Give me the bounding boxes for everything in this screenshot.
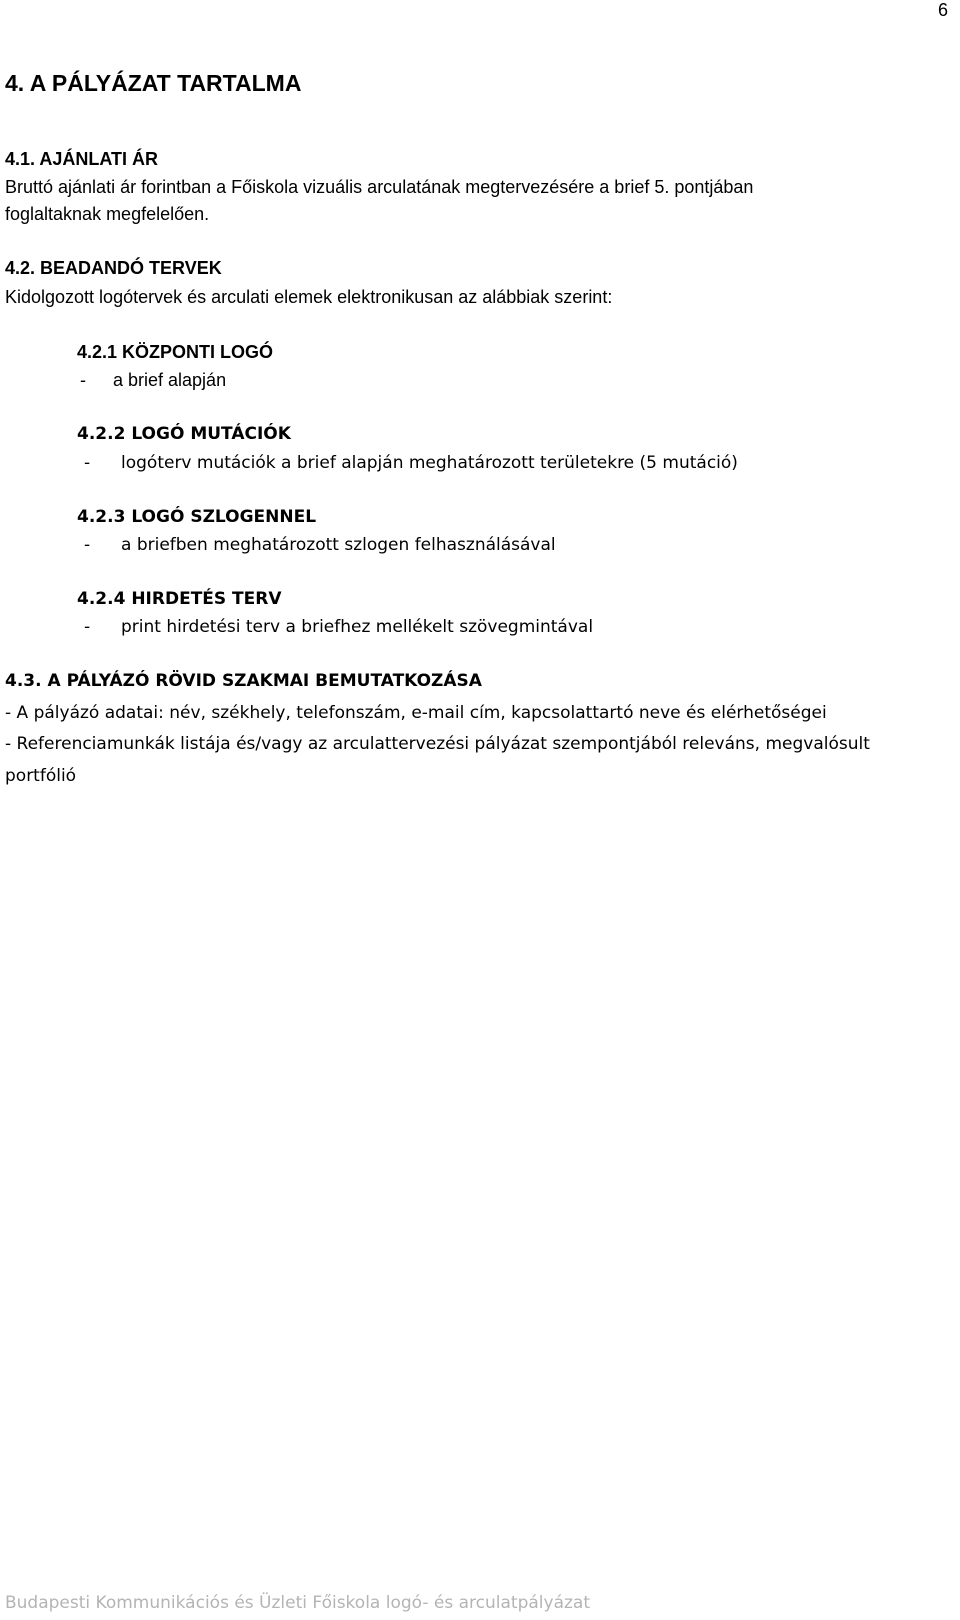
subsection-4-2-3-heading: 4.2.3 LOGÓ SZLOGENNEL (77, 507, 317, 527)
section-4-3-heading: 4.3. A PÁLYÁZÓ RÖVID SZAKMAI BEMUTATKOZÁSA (5, 671, 482, 691)
list-item-dash: - (80, 370, 86, 390)
page-number: 6 (938, 0, 949, 20)
section-4-1-heading: 4.1. AJÁNLATI ÁR (5, 149, 159, 169)
list-item-text: logóterv mutációk a brief alapján meghatározott területekre (5 mutáció) (121, 453, 738, 473)
footer-text: Budapesti Kommunikációs és Üzleti Főiskola logó- és arculatpályázat (5, 1593, 590, 1613)
section-4-1-text-line1: Bruttó ajánlati ár forintban a Főiskola vizuális arculatának megtervezésére a brief 5. pontjában (5, 177, 754, 197)
subsection-4-2-2-heading: 4.2.2 LOGÓ MUTÁCIÓK (77, 424, 291, 444)
list-item-text: print hirdetési terv a briefhez mellékelt szövegmintával (121, 617, 594, 637)
section-4-2-text: Kidolgozott logótervek és arculati elemek elektronikusan az alábbiak szerint: (5, 287, 613, 307)
section-4-3-line1: - A pályázó adatai: név, székhely, telefonszám, e-mail cím, kapcsolattartó neve és elérhetőségei (5, 703, 827, 723)
list-item-dash: - (84, 453, 91, 473)
subsection-4-2-4-heading: 4.2.4 HIRDETÉS TERV (77, 589, 282, 609)
subsection-4-2-1-heading: 4.2.1 KÖZPONTI LOGÓ (77, 342, 274, 362)
section-4-3-line3: portfólió (5, 766, 77, 786)
list-item-text: a brief alapján (113, 370, 227, 390)
section-4-2-heading: 4.2. BEADANDÓ TERVEK (5, 258, 222, 278)
section-4-3-line2: - Referenciamunkák listája és/vagy az arculattervezési pályázat szempontjából releváns, megvalósult (5, 734, 870, 754)
list-item-dash: - (84, 535, 91, 555)
page-title: 4. A PÁLYÁZAT TARTALMA (5, 70, 302, 96)
list-item-text: a briefben meghatározott szlogen felhasználásával (121, 535, 556, 555)
section-4-1-text-line2: foglaltaknak megfelelően. (5, 204, 210, 224)
list-item-dash: - (84, 617, 91, 637)
